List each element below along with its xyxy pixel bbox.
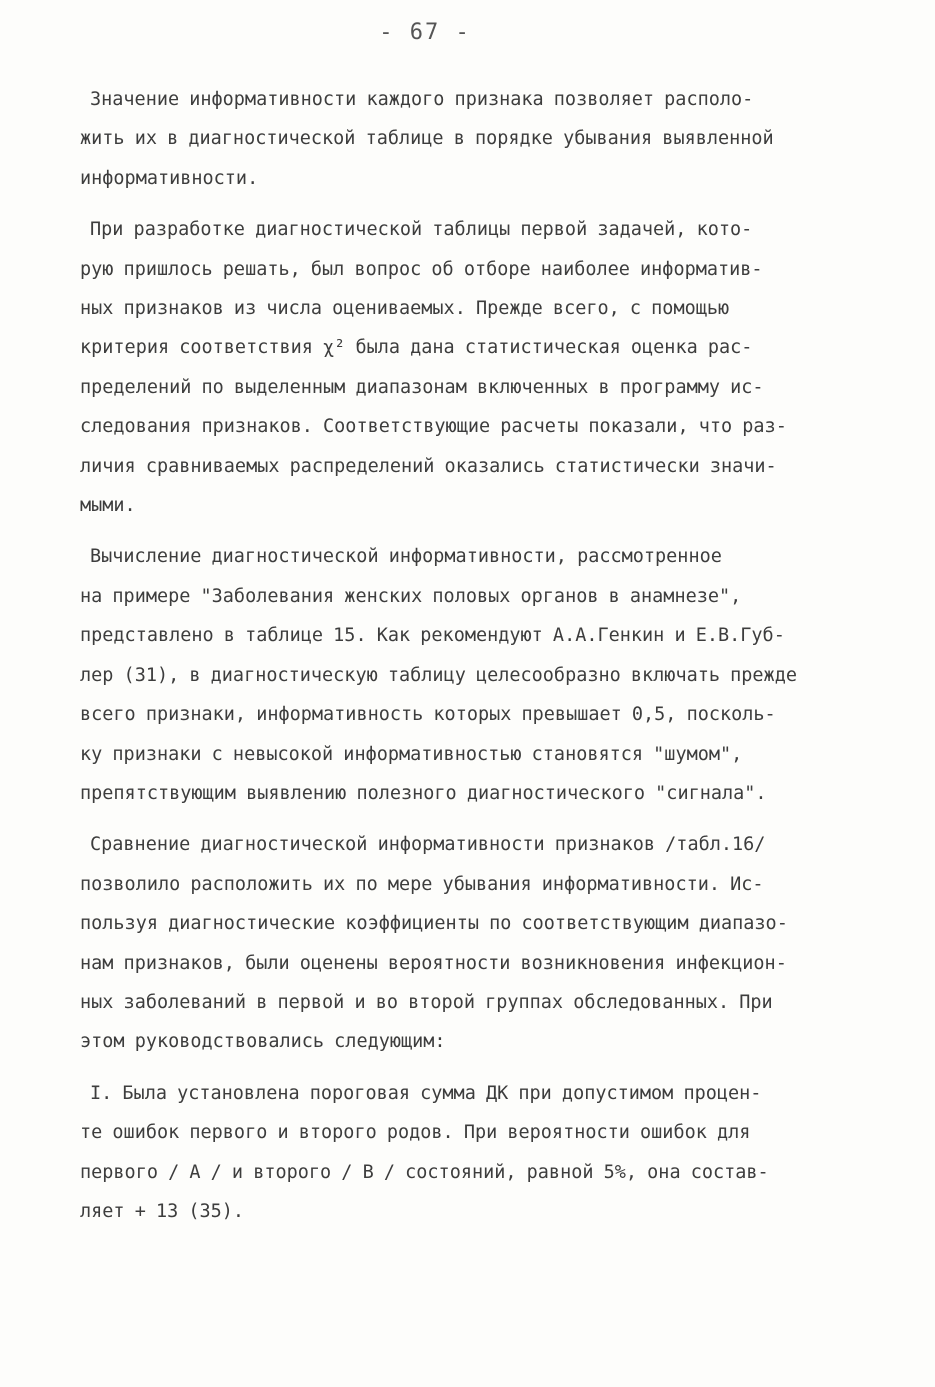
paragraph	[80, 537, 870, 813]
text-line: Сравнение диагностической информативности признаков /табл.16/	[90, 834, 766, 856]
text-line: препятствующим выявлению полезного диагностического "сигнала".	[80, 782, 767, 804]
text-line: ных заболеваний в первой и во второй группах обследованных. При	[80, 991, 773, 1013]
text-line: мыми.	[80, 495, 136, 517]
text-line: пользуя диагностические коэффициенты по соответствующим диапазо-	[80, 913, 788, 935]
body-text	[80, 80, 870, 1243]
text-line: информативности.	[80, 167, 259, 189]
paragraph	[80, 1074, 870, 1232]
text-line: нам признаков, были оценены вероятности возникновения инфекцион-	[80, 952, 787, 974]
text-line: рую пришлось решать, был вопрос об отборе наиболее информатив-	[80, 258, 763, 280]
text-line: всего признаки, информативность которых превышает 0,5, посколь-	[80, 704, 776, 726]
text-line: жить их в диагностической таблице в порядке убывания выявленной	[80, 128, 774, 150]
text-line: ных признаков из числа оцениваемых. Прежде всего, с помощью	[80, 298, 730, 320]
text-line: Значение информативности каждого признака позволяет располо-	[90, 89, 754, 110]
text-line: этом руководствовались следующим:	[80, 1031, 446, 1053]
text-line: ляет + 13 (35).	[80, 1200, 245, 1222]
page-number: - 67 -	[379, 20, 471, 45]
text-line: критерия соответствия χ² была дана статистическая оценка рас-	[80, 337, 753, 359]
text-line: первого / А / и второго / В / состояний, равной 5%, она состав-	[80, 1161, 769, 1183]
text-line: лер (31), в диагностическую таблицу целесообразно включать прежде	[80, 664, 797, 686]
text-line: на примере "Заболевания женских половых органов в анамнезе",	[80, 585, 742, 607]
text-line: пределений по выделенным диапазонам включенных в программу ис-	[80, 376, 764, 398]
text-line: позволило расположить их по мере убывания информативности. Ис-	[80, 873, 764, 895]
text-line: Вычисление диагностической информативности, рассмотренное	[90, 546, 722, 568]
paragraph	[80, 80, 870, 198]
paragraph	[80, 210, 870, 525]
paragraph	[80, 825, 870, 1061]
text-line: I. Была установлена пороговая сумма ДК при допустимом процен-	[90, 1082, 762, 1104]
text-line: личия сравниваемых распределений оказались статистически значи-	[80, 455, 777, 477]
text-line: представлено в таблице 15. Как рекомендуют А.А.Генкин и Е.В.Губ-	[80, 625, 785, 647]
text-line: следования признаков. Соответствующие расчеты показали, что раз-	[80, 416, 787, 438]
text-line: ку признаки с невысокой информативностью становятся "шумом",	[80, 743, 743, 765]
text-line: те ошибок первого и второго родов. При вероятности ошибок для	[80, 1122, 751, 1144]
text-line: При разработке диагностической таблицы первой задачей, кото-	[90, 219, 753, 241]
